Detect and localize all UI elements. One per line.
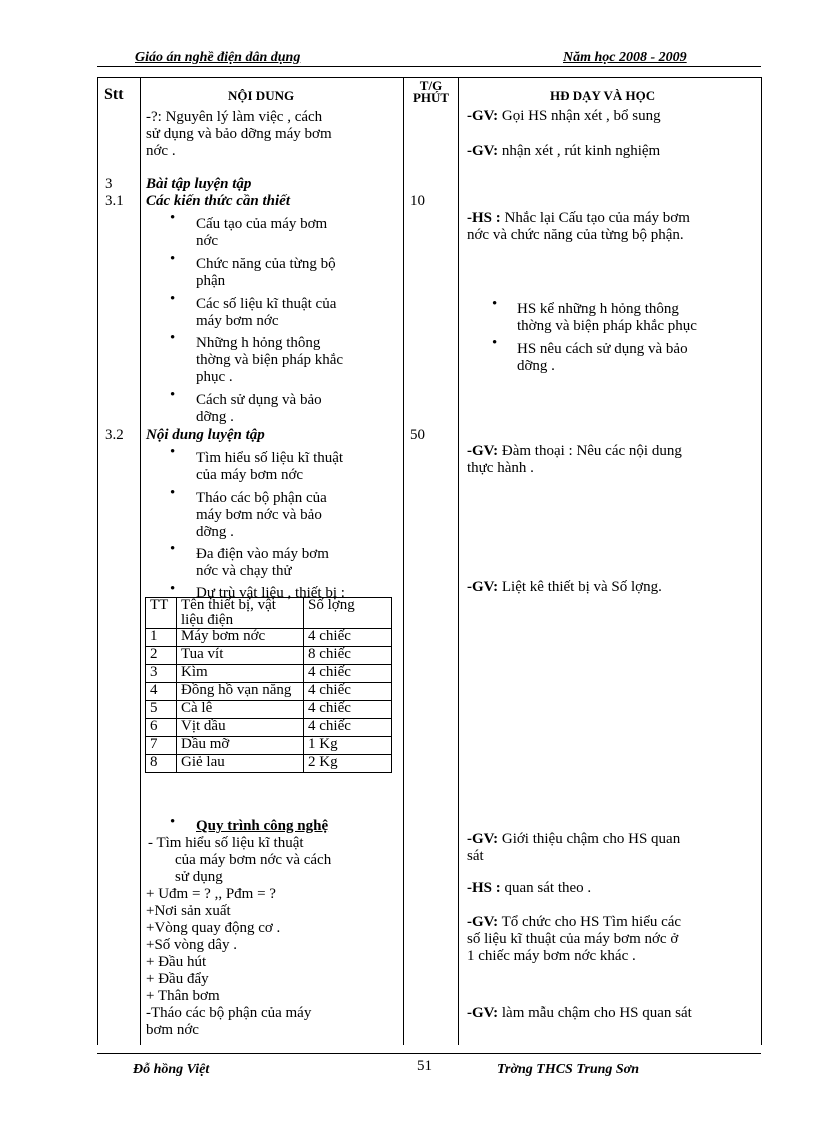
materials-header-tt: TT: [146, 598, 177, 629]
header-right: Năm học 2008 - 2009: [563, 50, 687, 65]
activity-5-line-1: HS nêu cách sử dụng và bảo: [517, 341, 688, 357]
materials-cell: Vịt dầu: [177, 719, 304, 737]
materials-cell: 2 Kg: [304, 755, 392, 773]
bullet-icon: •: [170, 387, 176, 403]
knowledge-2-line-1: Chức năng của từng bộ: [196, 256, 336, 272]
bullet-icon: •: [170, 330, 176, 346]
col-header-time: [404, 80, 458, 104]
practice-4-line-1: Dự trù vật liệu , thiết bị :: [196, 585, 345, 601]
knowledge-4-line-1: Những h hỏng thông: [196, 335, 321, 351]
activity-6-line-2: thực hành .: [467, 460, 534, 476]
procedure-line-1: - Tìm hiểu số liệu kĩ thuật: [148, 835, 304, 851]
col-header-stt: Stt: [104, 86, 124, 103]
activity-2-text: nhận xét , rút kinh nghiệm: [498, 143, 661, 159]
activity-1: [467, 108, 661, 125]
activity-10-line-2: số liệu kĩ thuật của máy bơm nớc ở: [467, 931, 679, 947]
activity-1-label: -GV:: [467, 108, 499, 124]
bullet-icon: •: [170, 291, 176, 307]
materials-cell: 4: [146, 683, 177, 701]
activity-8-line-2: sát: [467, 848, 484, 864]
intro-line-1: -?: Nguyên lý làm việc , cách: [146, 109, 323, 125]
materials-cell: 1: [146, 629, 177, 647]
procedure-title: Quy trình công nghệ: [196, 818, 329, 834]
field-pump-body: + Thân bơm: [146, 988, 220, 1004]
materials-header-row: [146, 598, 392, 629]
materials-cell: 8 chiếc: [304, 647, 392, 665]
page-number: 51: [417, 1058, 432, 1074]
activity-9-label: -HS :: [467, 880, 501, 896]
col-header-time-line2: PHÚT: [412, 90, 450, 105]
knowledge-1-line-2: nớc: [196, 233, 219, 249]
rated-values: + Uđm = ? ,, Pđm = ?: [146, 886, 276, 902]
col-header-content: NỘI DUNG: [228, 88, 295, 103]
footer-author: Đỗ hồng Việt: [133, 1062, 210, 1077]
col-border-2: [403, 77, 404, 1045]
table-row: [146, 737, 392, 755]
section-3-number: 3: [105, 176, 113, 192]
activity-6-label: -GV:: [467, 443, 499, 459]
col-border-0: [97, 77, 98, 1045]
procedure-line-2: của máy bơm nớc và cách: [175, 852, 332, 868]
activity-2: [467, 143, 660, 160]
activity-11-text: làm mẫu chậm cho HS quan sát: [498, 1005, 692, 1021]
materials-cell: 5: [146, 701, 177, 719]
field-manufacturer: +Nơi sản xuất: [146, 903, 231, 919]
activity-10: [467, 914, 681, 931]
disassembly-line-1: -Tháo các bộ phận của máy: [146, 1005, 312, 1021]
table-row: [146, 683, 392, 701]
materials-cell: Đồng hồ vạn năng: [177, 683, 304, 701]
materials-cell: 4 chiếc: [304, 665, 392, 683]
materials-cell: 2: [146, 647, 177, 665]
col-header-activity: HĐ DẠY VÀ HỌC: [550, 88, 656, 103]
activity-2-label: -GV:: [467, 143, 499, 159]
table-row: [146, 665, 392, 683]
col-border-4: [761, 77, 762, 1045]
activity-10-label: -GV:: [467, 914, 499, 930]
disassembly-line-2: bơm nớc: [146, 1022, 199, 1038]
section-3-1-title: Các kiến thức cần thiết: [146, 193, 290, 209]
activity-8-text: Giới thiệu chậm cho HS quan: [498, 831, 681, 847]
activity-6: [467, 443, 682, 460]
activity-1-text: Gọi HS nhận xét , bổ sung: [498, 108, 661, 124]
intro-line-3: nớc .: [146, 143, 176, 159]
practice-1-line-2: của máy bơm nớc: [196, 467, 304, 483]
activity-7-text: Liệt kê thiết bị và Số lợng.: [498, 579, 662, 595]
activity-3-text: Nhắc lại Cấu tạo của máy bơm: [500, 210, 690, 226]
table-row: [146, 629, 392, 647]
activity-4-line-2: thờng và biện pháp khắc phục: [517, 318, 697, 334]
bullet-icon: •: [170, 485, 176, 501]
field-suction-head: + Đầu hút: [146, 954, 207, 970]
activity-3-label: -HS :: [467, 210, 501, 226]
field-discharge-head: + Đầu đẩy: [146, 971, 209, 987]
knowledge-3-line-2: máy bơm nớc: [196, 313, 279, 329]
procedure-line-3: sử dụng: [175, 869, 223, 885]
activity-8: [467, 831, 680, 848]
materials-cell: 6: [146, 719, 177, 737]
knowledge-4-line-2: thờng và biện pháp khắc: [196, 352, 344, 368]
table-row: [146, 755, 392, 773]
activity-9-text: quan sát theo .: [500, 880, 592, 896]
bullet-icon: •: [170, 541, 176, 557]
materials-header-name: Tên thiết bị, vật liệu điện: [177, 598, 304, 629]
bullet-icon: •: [492, 296, 498, 312]
activity-9: [467, 880, 591, 897]
materials-table: [145, 597, 392, 773]
practice-1-line-1: Tìm hiểu số liệu kĩ thuật: [196, 450, 344, 466]
materials-cell: 4 chiếc: [304, 701, 392, 719]
activity-3: [467, 210, 690, 227]
table-row: [146, 647, 392, 665]
materials-header-qty: Số lợng: [304, 598, 392, 629]
materials-cell: 4 chiếc: [304, 629, 392, 647]
practice-2-line-3: dỡng .: [196, 524, 234, 540]
knowledge-4-line-3: phục .: [196, 369, 233, 385]
practice-2-line-1: Tháo các bộ phận của: [196, 490, 327, 506]
bullet-icon: •: [170, 814, 176, 830]
footer-rule: [97, 1053, 761, 1054]
bullet-icon: •: [492, 335, 498, 351]
header-left: Giáo án nghề điện dân dụng: [135, 50, 301, 65]
materials-cell: Dầu mỡ: [177, 737, 304, 755]
section-3-1-time: 10: [410, 193, 425, 209]
materials-cell: Cà lê: [177, 701, 304, 719]
activity-11-label: -GV:: [467, 1005, 499, 1021]
activity-6-text: Đàm thoại : Nêu các nội dung: [498, 443, 682, 459]
practice-3-line-1: Đa điện vào máy bơm: [196, 546, 329, 562]
table-row: [146, 701, 392, 719]
section-3-2-number: 3.2: [105, 427, 124, 443]
practice-3-line-2: nớc và chạy thử: [196, 563, 292, 579]
bullet-icon: •: [170, 210, 176, 226]
activity-10-text: Tổ chức cho HS Tìm hiểu các: [498, 914, 682, 930]
materials-cell: Máy bơm nớc: [177, 629, 304, 647]
section-3-2-title: Nội dung luyện tập: [146, 427, 265, 443]
col-border-3: [458, 77, 459, 1045]
activity-3-line-2: nớc và chức năng của từng bộ phận.: [467, 227, 684, 243]
field-winding-turns: +Số vòng dây .: [146, 937, 237, 953]
intro-line-2: sử dụng và bảo dỡng máy bơm: [146, 126, 332, 142]
bullet-icon: •: [170, 581, 176, 597]
col-header-time-line1: T/G: [419, 78, 443, 93]
knowledge-5-line-1: Cách sử dụng và bảo: [196, 392, 322, 408]
activity-5-line-2: dỡng .: [517, 358, 555, 374]
header-rule: [97, 66, 761, 67]
materials-cell: Tua vít: [177, 647, 304, 665]
activity-11: [467, 1005, 692, 1022]
table-row: [146, 719, 392, 737]
knowledge-5-line-2: dỡng .: [196, 409, 234, 425]
materials-cell: 1 Kg: [304, 737, 392, 755]
knowledge-2-line-2: phận: [196, 273, 226, 289]
materials-cell: 4 chiếc: [304, 719, 392, 737]
section-3-1-number: 3.1: [105, 193, 124, 209]
knowledge-3-line-1: Các số liệu kĩ thuật của: [196, 296, 337, 312]
activity-4-line-1: HS kể những h hỏng thông: [517, 301, 679, 317]
activity-10-line-3: 1 chiếc máy bơm nớc khác .: [467, 948, 636, 964]
knowledge-1-line-1: Cấu tạo của máy bơm: [196, 216, 328, 232]
bullet-icon: •: [170, 444, 176, 460]
activity-7: [467, 579, 662, 596]
section-3-2-time: 50: [410, 427, 425, 443]
bullet-icon: •: [170, 251, 176, 267]
materials-cell: 8: [146, 755, 177, 773]
materials-cell: Kìm: [177, 665, 304, 683]
field-rotation-speed: +Vòng quay động cơ .: [146, 920, 281, 936]
footer-school: Trờng THCS Trung Sơn: [497, 1062, 639, 1077]
materials-cell: 4 chiếc: [304, 683, 392, 701]
practice-2-line-2: máy bơm nớc và bảo: [196, 507, 322, 523]
activity-7-label: -GV:: [467, 579, 499, 595]
col-border-1: [140, 77, 141, 1045]
materials-cell: Giẻ lau: [177, 755, 304, 773]
materials-cell: 7: [146, 737, 177, 755]
materials-cell: 3: [146, 665, 177, 683]
activity-8-label: -GV:: [467, 831, 499, 847]
section-3-title: Bài tập luyện tập: [146, 176, 252, 192]
